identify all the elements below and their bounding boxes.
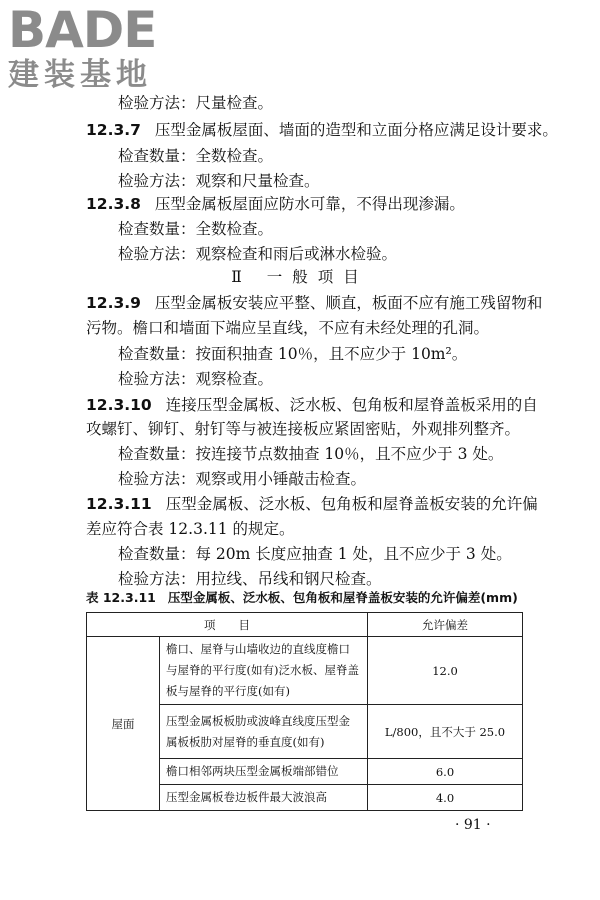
text-line: 检查数量：全数检查。	[118, 147, 274, 165]
value-cell: 4.0	[368, 785, 523, 811]
header-tolerance: 允许偏差	[368, 613, 523, 637]
section-heading: Ⅱ 一般项目	[231, 268, 369, 286]
table-title: 压型金属板、泛水板、包角板和屋脊盖板安装的允许偏差(mm)	[167, 590, 518, 605]
header-item: 项 目	[87, 613, 368, 637]
item-cell: 檐口相邻两块压型金属板端部错位	[160, 759, 368, 785]
table-row	[87, 637, 523, 705]
value-cell: 12.0	[368, 637, 523, 705]
clause-text: 连接压型金属板、泛水板、包角板和屋脊盖板采用的自	[165, 396, 538, 414]
clause-number: 12.3.8	[86, 195, 141, 213]
text-line: 检验方法：观察检查。	[118, 370, 274, 388]
site-logo	[8, 1, 157, 93]
logo-wordmark: BADE	[8, 1, 157, 59]
clause-12-3-9	[86, 292, 542, 314]
text-line: 检验方法：观察检查和雨后或淋水检验。	[118, 245, 398, 263]
text-line: 检查数量：每 20m 长度应抽查 1 处，且不应少于 3 处。	[118, 545, 512, 563]
value-cell: 6.0	[368, 759, 523, 785]
item-cell: 压型金属板卷边板件最大波浪高	[160, 785, 368, 811]
item-cell: 檐口、屋脊与山墙收边的直线度檐口与屋脊的平行度(如有)泛水板、屋脊盖板与屋脊的平行度(如有)	[160, 637, 368, 705]
clause-text: 压型金属板安装应平整、顺直，板面不应有施工残留物和	[154, 294, 543, 312]
text-line: 污物。檐口和墙面下端应呈直线，不应有未经处理的孔洞。	[86, 319, 490, 337]
table-header-row	[87, 613, 523, 637]
text-line: 检验方法：观察或用小锤敲击检查。	[118, 470, 367, 488]
table-number: 表 12.3.11	[86, 590, 156, 605]
text-line: 检验方法：用拉线、吊线和钢尺检查。	[118, 570, 382, 588]
clause-12-3-8	[86, 193, 465, 215]
table-caption	[86, 588, 518, 606]
text-line: 检查数量：全数检查。	[118, 220, 274, 238]
clause-number: 12.3.9	[86, 294, 141, 312]
category-cell: 屋面	[87, 637, 160, 811]
logo-subtitle: 建装基地	[8, 57, 152, 93]
clause-12-3-7	[86, 119, 558, 141]
text-line: 检查数量：按面积抽查 10％，且不应少于 10m²。	[118, 345, 468, 363]
clause-text: 压型金属板屋面应防水可靠，不得出现渗漏。	[154, 195, 465, 213]
clause-number: 12.3.7	[86, 121, 141, 139]
clause-12-3-11	[86, 493, 538, 515]
clause-number: 12.3.10	[86, 396, 152, 414]
item-cell: 压型金属板板肋或波峰直线度压型金属板板肋对屋脊的垂直度(如有)	[160, 705, 368, 759]
clause-text: 压型金属板、泛水板、包角板和屋脊盖板安装的允许偏	[165, 495, 538, 513]
clause-text: 压型金属板屋面、墙面的造型和立面分格应满足设计要求。	[154, 121, 558, 139]
value-cell: L/800，且不大于 25.0	[368, 705, 523, 759]
tolerance-table	[86, 612, 523, 811]
page-number: · 91 ·	[455, 817, 491, 833]
text-line: 攻螺钉、铆钉、射钉等与被连接板应紧固密贴，外观排列整齐。	[86, 420, 521, 438]
clause-number: 12.3.11	[86, 495, 152, 513]
clause-12-3-10	[86, 394, 538, 416]
text-line: 差应符合表 12.3.11 的规定。	[86, 520, 295, 538]
text-line: 检查数量：按连接节点数抽查 10％，且不应少于 3 处。	[118, 445, 504, 463]
text-line: 检验方法：尺量检查。	[118, 94, 274, 112]
text-line: 检验方法：观察和尺量检查。	[118, 172, 320, 190]
